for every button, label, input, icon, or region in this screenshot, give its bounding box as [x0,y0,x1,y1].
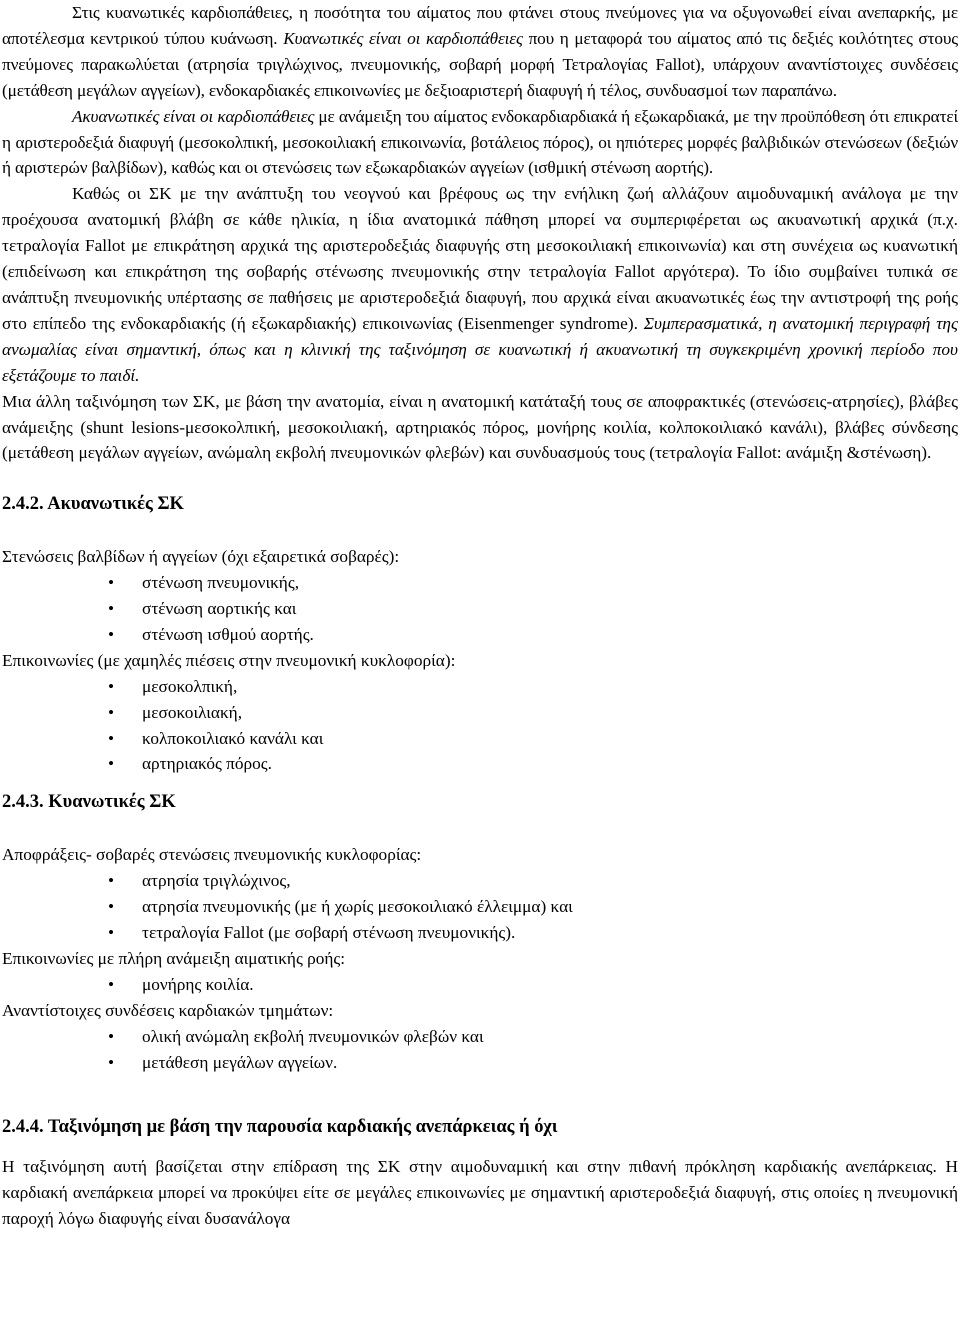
bullet-list-communications [2,674,958,778]
paragraph-heart-failure: Η ταξινόμηση αυτή βασίζεται στην επίδραση της ΣΚ στην αιμοδυναμική και στην πιθανή πρόκληση καρδιακής ανεπάρκειας. Η καρδιακή ανεπάρκεια μπορεί να προκύψει είτε σε μεγάλες επικοινωνίες με σημαντική αριστεροδεξιά διαφυγή, στις οποίες η πνευμονική παροχή λόγω διαφυγής είναι δυσανάλογα [2,1157,958,1229]
list-item: • στένωση ισθμού αορτής. [2,622,958,648]
paragraph-anatomic-classification: Μια άλλη ταξινόμηση των ΣΚ, με βάση την ανατομία, είναι η ανατομική κατάταξή τους σε αποφρακτικές (στενώσεις-ατρησίες), βλάβες ανάμειξης (shunt lesions-μεσοκολπική, μεσοκοιλιακή, αρτηριακός πόρος, μονήρης κοιλία, κολποκοιλιακό κανάλι), βλάβες σύνδεσης (μετάθεση μεγάλων αγγείων, ανώμαλη εκβολή πνευμονικών φλεβών) και συνδυασμούς τους (τετραλογία Fallot: ανάμιξη &στένωση). [2,391,958,463]
list-lead-mixing: Επικοινωνίες με πλήρη ανάμειξη αιματικής ροής: [2,948,346,968]
italic-definition: Ακυανωτικές είναι οι καρδιοπάθειες [72,106,315,126]
list-item: • κολποκοιλιακό κανάλι και [2,726,958,752]
paragraph-cyanotic-definition [2,0,958,104]
list-item: • μετάθεση μεγάλων αγγείων. [2,1050,958,1076]
bullet-list-stenoses [2,570,958,648]
list-item: • ολική ανώμαλη εκβολή πνευμονικών φλεβών και [2,1024,958,1050]
list-item: • αρτηριακός πόρος. [2,751,958,777]
list-item: • μεσοκοιλιακή, [2,700,958,726]
section-heading-heart-failure: 2.4.4. Ταξινόμηση με βάση την παρουσία καρδιακής ανεπάρκειας ή όχι [2,1117,558,1138]
paragraph-text: Καθώς οι ΣΚ με την ανάπτυξη του νεογνού και βρέφους ως την ενήλικη ζωή αλλάζουν αιμοδυναμική ανάλογα με την προέχουσα ανατομική βλάβη σε κάθε ηλικία, η ίδια ανατομικά πάθηση μπορεί να συμπεριφέρεται ως ακυανωτική αρχικά (π.χ. τετραλογία Fallot με επικράτηση αρχικά της αριστεροδεξιάς διαφυγής στη μεσοκοιλιακή επικοινωνία) και στη συνέχεια ως κυανωτική (επιδείνωση και επικράτηση της σοβαρής στένωσης πνευμονικής στην τετραλογία Fallot αργότερα). Το ίδιο συμβαίνει τυπικά σε ανάπτυξη πνευμονικής υπέρτασης σε παθήσεις με αριστεροδεξιά διαφυγή, που αρχικά είναι ακυανωτικές έως την αντιστροφή της ροής στο επίπεδο της ενδοκαρδιακής (ή εξωκαρδιακής) επικοινωνίας (Eisenmenger syndrome). [2,184,958,333]
italic-definition: Κυανωτικές είναι οι καρδιοπάθειες [277,28,523,48]
paragraph-acyanotic-definition [2,104,958,182]
bullet-list-mixing [2,972,958,998]
list-lead-obstructions: Αποφράξεις- σοβαρές στενώσεις πνευμονικής κυκλοφορίας: [2,845,422,865]
list-item: • μονήρης κοιλία. [2,972,958,998]
list-item: • ατρησία πνευμονικής (με ή χωρίς μεσοκοιλιακό έλλειμμα) και [2,894,958,920]
paragraph-text: με ανάμειξη του αίματος ενδοκαρδιαρδιακά ή εξωκαρδιακά, με την προϋπόθεση ότι επικρατεί η αριστεροδεξιά διαφυγή (μεσοκολπική, μεσοκοιλιακή επικοινωνία, βοτάλειος πόρος), οι ηπιότερες μορφές βαλβιδικών στενώσεων (δεξιών ή αριστερών βαλβίδων), καθώς και οι στενώσεις των εξωκαρδιακών αγγείων (ισθμική στένωση αορτής). [2,106,958,178]
paragraph-hemodynamics [2,181,958,388]
section-heading-cyanotic: 2.4.3. Κυανωτικές ΣΚ [2,792,176,813]
paragraph-text: Στις κυανωτικές καρδιοπάθειες, η ποσότητα του αίματος που φτάνει στους πνεύμονες για να οξυγονωθεί είναι ανεπαρκής, με αποτέλεσμα κεντρικού τύπου κυάνωση. [2,3,958,48]
list-lead-communications: Επικοινωνίες (με χαμηλές πιέσεις στην πνευμονική κυκλοφορία): [2,650,456,670]
list-lead-stenoses: Στενώσεις βαλβίδων ή αγγείων (όχι εξαιρετικά σοβαρές): [2,547,400,567]
bullet-list-discordant [2,1024,958,1076]
italic-conclusion: Συμπερασματικά, η ανατομική περιγραφή της ανωμαλίας είναι σημαντική, όπως και η κλινική της ταξινόμηση σε κυανωτική ή ακυανωτική τη συγκεκριμένη χρονική περίοδο που εξετάζουμε το παιδί. [2,313,958,385]
list-lead-discordant: Αναντίστοιχες συνδέσεις καρδιακών τμημάτων: [2,1000,334,1020]
bullet-list-obstructions [2,868,958,946]
section-heading-acyanotic: 2.4.2. Ακυανωτικές ΣΚ [2,494,184,515]
list-item: • στένωση αορτικής και [2,596,958,622]
list-item: • ατρησία τριγλώχινος, [2,868,958,894]
list-item: • τετραλογία Fallot (με σοβαρή στένωση πνευμονικής). [2,920,958,946]
list-item: • στένωση πνευμονικής, [2,570,958,596]
list-item: • μεσοκολπική, [2,674,958,700]
paragraph-text: που η μεταφορά του αίματος από τις δεξιές κοιλότητες στους πνεύμονες παρακωλύεται (ατρησία τριγλώχινος, πνευμονικής, σοβαρή μορφή Τετραλογίας Fallot), υπάρχουν αναντίστοιχες συνδέσεις (μετάθεση μεγάλων αγγείων), ενδοκαρδιακές επικοινωνίες με δεξιοαριστερή διαφυγή ή τέλος, συνδυασμοί των παραπάνω. [2,28,958,100]
